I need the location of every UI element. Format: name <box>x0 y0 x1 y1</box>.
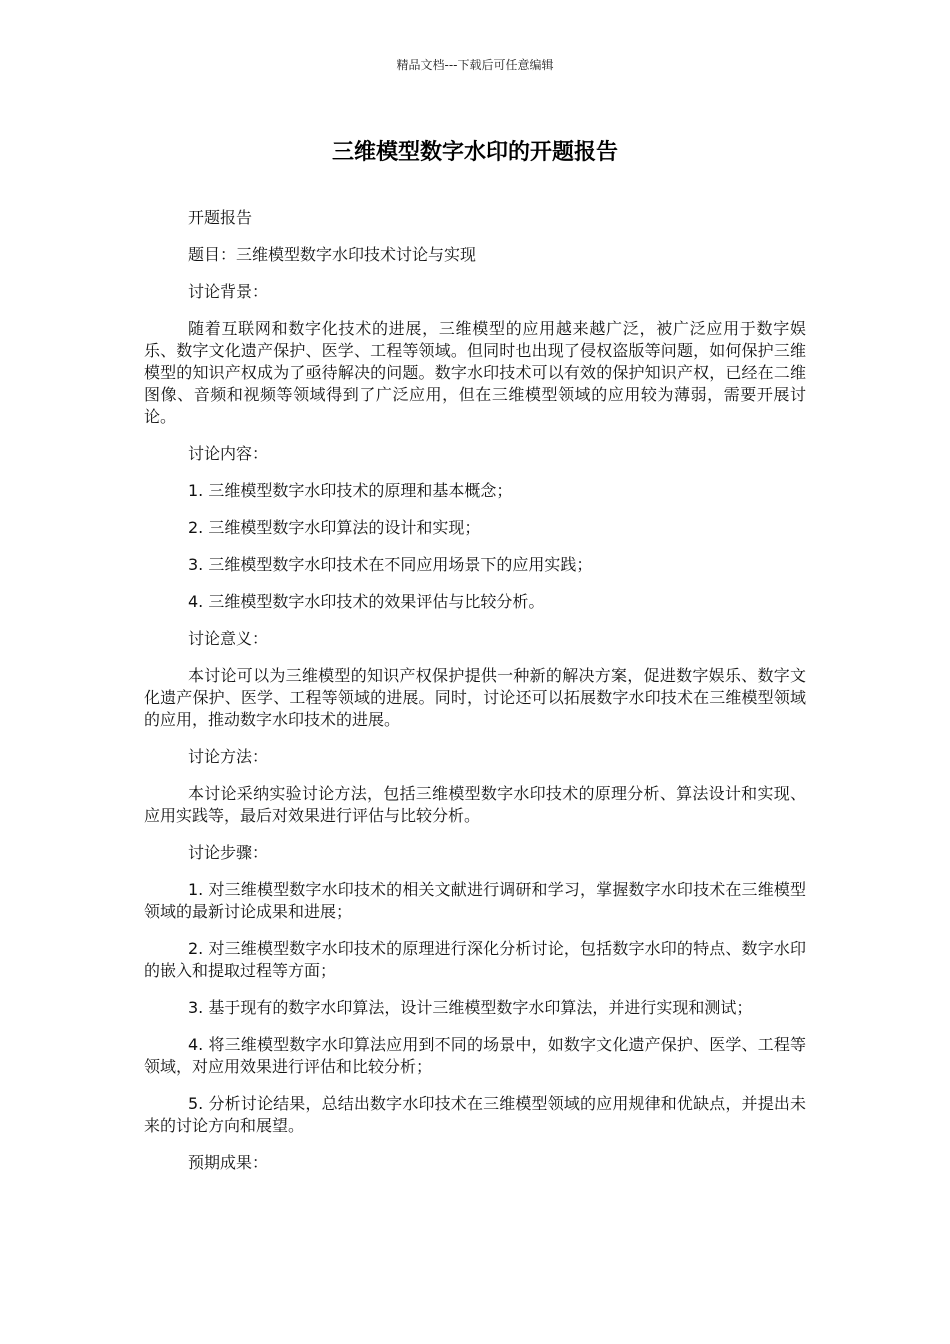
page-header: 精品文档---下载后可任意编辑 <box>396 58 554 72</box>
heading-expected-results: 预期成果： <box>188 1153 269 1172</box>
heading-significance: 讨论意义： <box>188 629 269 648</box>
heading-method: 讨论方法： <box>188 747 269 766</box>
step-item-3: 3. 基于现有的数字水印算法，设计三维模型数字水印算法，并进行实现和测试； <box>188 998 753 1017</box>
heading-steps: 讨论步骤： <box>188 843 269 862</box>
document-title: 三维模型数字水印的开题报告 <box>331 140 618 165</box>
paragraph-method: 本讨论采纳实验讨论方法，包括三维模型数字水印技术的原理分析、算法设计和实现、应用实践等，最后对效果进行评估与比较分析。 <box>144 784 806 825</box>
step-item-1: 1. 对三维模型数字水印技术的相关文献进行调研和学习，掌握数字水印技术在三维模型领域的最新讨论成果和进展； <box>144 880 806 921</box>
paragraph-topic: 题目：三维模型数字水印技术讨论与实现 <box>188 245 477 264</box>
paragraph-significance: 本讨论可以为三维模型的知识产权保护提供一种新的解决方案，促进数字娱乐、数字文化遗产保护、医学、工程等领域的进展。同时，讨论还可以拓展数字水印技术在三维模型领域的应用，推动数字水印技术的进展。 <box>144 666 806 729</box>
content-item-3: 3. 三维模型数字水印技术在不同应用场景下的应用实践； <box>188 555 593 574</box>
document-body <box>144 207 806 1189</box>
content-item-1: 1. 三维模型数字水印技术的原理和基本概念； <box>188 481 513 500</box>
step-item-5: 5. 分析讨论结果，总结出数字水印技术在三维模型领域的应用规律和优缺点，并提出未来的讨论方向和展望。 <box>144 1094 806 1135</box>
step-item-2: 2. 对三维模型数字水印技术的原理进行深化分析讨论，包括数字水印的特点、数字水印的嵌入和提取过程等方面； <box>144 939 806 980</box>
heading-content: 讨论内容： <box>188 444 269 463</box>
step-item-4: 4. 将三维模型数字水印算法应用到不同的场景中，如数字文化遗产保护、医学、工程等领域，对应用效果进行评估和比较分析； <box>144 1035 806 1076</box>
paragraph-background: 随着互联网和数字化技术的进展，三维模型的应用越来越广泛，被广泛应用于数字娱乐、数字文化遗产保护、医学、工程等领域。但同时也出现了侵权盗版等问题，如何保护三维模型的知识产权成为了亟待解决的问题。数字水印技术可以有效的保护知识产权，已经在二维图像、音频和视频等领域得到了广泛应用，但在三维模型领域的应用较为薄弱，需要开展讨论。 <box>144 319 806 426</box>
content-item-4: 4. 三维模型数字水印技术的效果评估与比较分析。 <box>188 592 545 611</box>
paragraph-report-label: 开题报告 <box>188 208 253 227</box>
heading-background: 讨论背景： <box>188 282 269 301</box>
content-item-2: 2. 三维模型数字水印算法的设计和实现； <box>188 518 481 537</box>
